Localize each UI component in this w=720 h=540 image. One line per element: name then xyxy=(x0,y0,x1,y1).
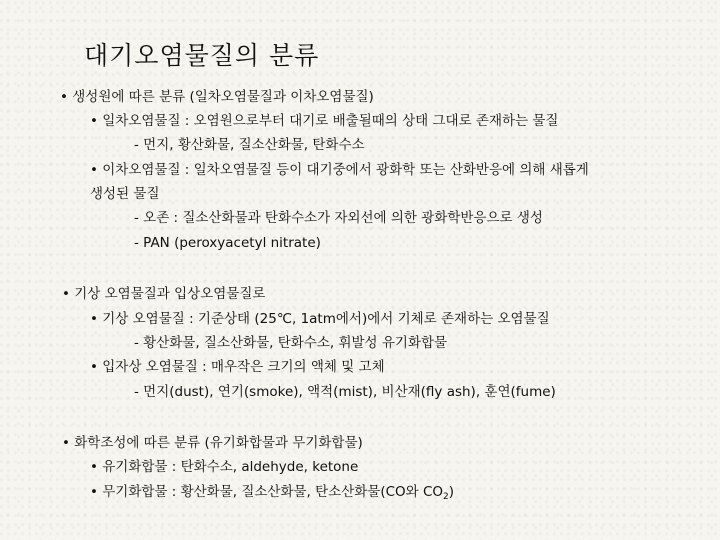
slide-title: 대기오염물질의 분류 xyxy=(84,41,320,70)
list-item: • 일차오염물질 : 오염원으로부터 대기로 배출될때의 상태 그대로 존재하는 물질 xyxy=(90,113,559,129)
list-item: - PAN (peroxyacetyl nitrate) xyxy=(134,235,321,251)
list-item-text: • 무기화합물 : 황산화물, 질소산화물, 탄소산화물(CO와 CO xyxy=(90,484,444,500)
list-item-text: ) xyxy=(448,484,455,500)
list-item: - 먼지, 황산화물, 질소산화물, 탄화수소 xyxy=(134,137,365,153)
list-item: • 기상 오염물질 : 기준상태 (25℃, 1atm에서)에서 기체로 존재하는 오염물질 xyxy=(90,311,550,327)
list-item-with-subscript xyxy=(90,483,454,506)
subscript: 2 xyxy=(443,492,449,502)
list-item: • 유기화합물 : 탄화수소, aldehyde, ketone xyxy=(90,459,359,475)
list-item: - 황산화물, 질소산화물, 탄화수소, 휘발성 유기화합물 xyxy=(134,335,448,351)
list-item: - 먼지(dust), 연기(smoke), 액적(mist), 비산재(fly ash), 훈연(fume) xyxy=(134,384,556,400)
list-item: • 입자상 오염물질 : 매우작은 크기의 액체 및 고체 xyxy=(90,359,385,375)
section-heading: • 생성원에 따른 분류 (일차오염물질과 이차오염물질) xyxy=(60,89,374,105)
section-heading: • 기상 오염물질과 입상오염물질로 xyxy=(62,286,266,302)
list-item: 생성된 물질 xyxy=(90,186,160,202)
list-item: • 이차오염물질 : 일차오염물질 등이 대기중에서 광화학 또는 산화반응에 의해 새롭게 xyxy=(90,162,589,178)
section-heading: • 화학조성에 따른 분류 (유기화합물과 무기화합물) xyxy=(62,435,363,451)
list-item: - 오존 : 질소산화물과 탄화수소가 자외선에 의한 광화학반응으로 생성 xyxy=(134,210,543,226)
